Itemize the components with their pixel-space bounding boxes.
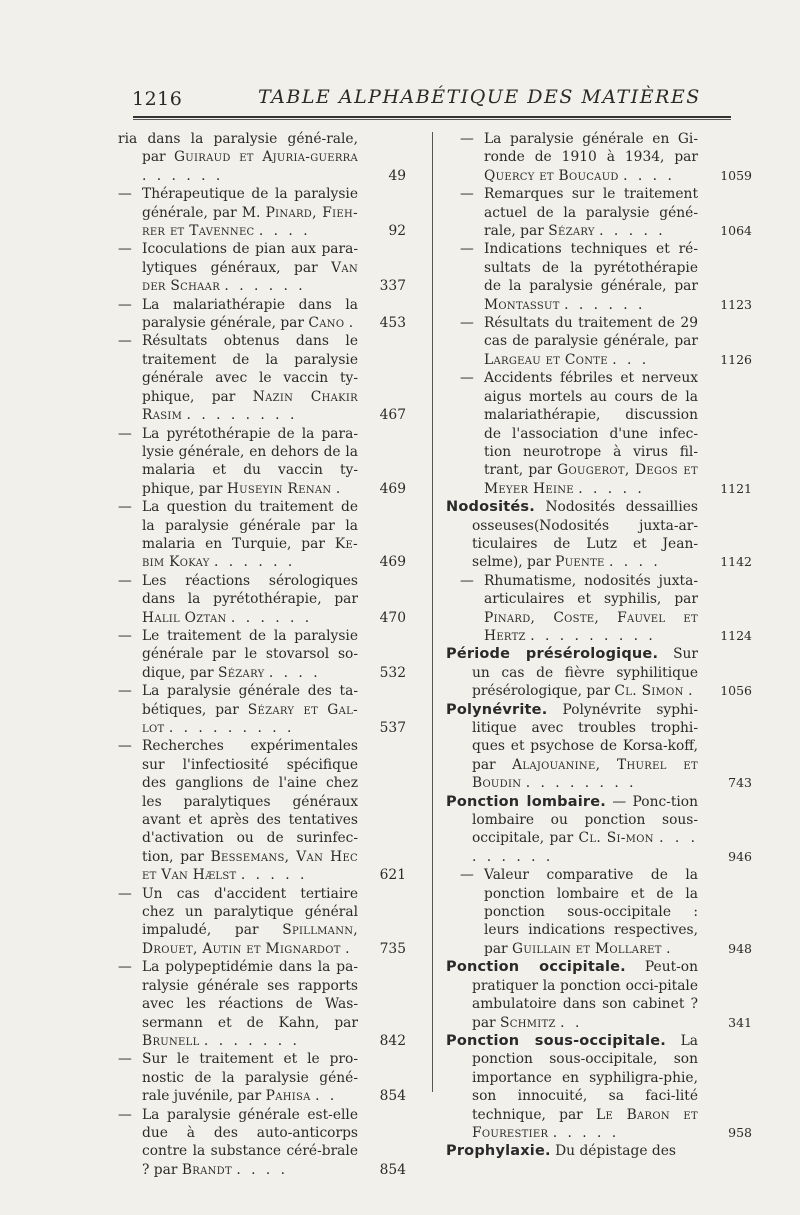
entry-dash: — (118, 1051, 132, 1068)
entry-text: Accidents fébriles et nerveux aigus mortels au cours de la malariathérapie, discussion de l'association d'une infec-tion neurotrope à virus fil-trant, par (484, 370, 698, 479)
entry-text: Polynévrite syphi-litique avec troubles trophi-ques et psychose de Korsa-koff, par (472, 701, 699, 773)
entry-authors: Halil Oztan (142, 609, 227, 626)
entry-page-ref: 467 (379, 407, 406, 424)
leader-dots: . . (315, 1088, 338, 1105)
entry-page-ref: 842 (379, 1032, 406, 1049)
entry-heading: Ponction occipitale. (446, 959, 626, 976)
entry-text: La paralysie générale en Gi-ronde de 1910 à 1934, par (484, 131, 698, 166)
leader-dots: . . . . . . (224, 278, 306, 295)
entry-authors: Van der Schaar (142, 259, 358, 295)
index-entry (446, 498, 752, 572)
entry-text: Remarques sur le traitement actuel de la paralysie géné-rale, par (484, 186, 698, 240)
entry-dash: — (460, 572, 474, 589)
leader-dots: . . . . . . . . . (530, 627, 656, 644)
entry-authors: Cl. Si-mon (578, 830, 654, 847)
entry-page-ref: 1123 (720, 296, 752, 312)
entry-page-ref: 1121 (720, 480, 752, 496)
entry-text: Un cas d'accident tertiaire chez un paralytique général impaludé, par (142, 885, 358, 939)
index-entry (446, 701, 752, 793)
leader-dots: . (335, 480, 344, 497)
page-number: 1216 (132, 88, 183, 110)
entry-dash: — (460, 370, 474, 387)
entry-dash: — (460, 867, 474, 884)
index-entry (118, 332, 406, 424)
leader-dots: . . . . (623, 167, 675, 184)
entry-dash: — (118, 296, 132, 313)
entry-authors: Guiraud et Ajuria-guerra (173, 149, 359, 166)
entry-authors: Ke-bim Kokay (142, 535, 359, 571)
entry-page-ref: 469 (379, 480, 406, 497)
entry-heading: Période présérologique. (446, 646, 659, 663)
entry-dash: — (460, 186, 474, 203)
entry-page-ref: 341 (728, 1014, 752, 1030)
entry-page-ref: 453 (379, 315, 406, 332)
entry-page-ref: 946 (728, 848, 752, 864)
index-entry (118, 240, 406, 295)
index-entry (118, 885, 406, 959)
index-entry (446, 1032, 752, 1142)
running-title: TABLE ALPHABÉTIQUE DES MATIÈRES (258, 86, 701, 108)
index-entry (118, 130, 406, 185)
entry-text: Rhumatisme, nodosités juxta-articulaires et syphilis, par (484, 572, 698, 608)
index-entry (446, 866, 752, 958)
index-entry (446, 793, 752, 867)
index-entry (118, 627, 406, 682)
index-entry (446, 130, 752, 185)
entry-text: Nodosités dessaillies osseuses(Nodosités juxta-ar-ticulaires de Lutz et Jean-selme), par (472, 499, 698, 571)
leader-dots: . . . (612, 351, 650, 368)
entry-page-ref: 469 (379, 554, 406, 571)
entry-dash: — (118, 627, 132, 644)
entry-text: La pyrétothérapie de la para-lysie générale, en dehors de la malaria et du vaccin ty-phique, par (142, 425, 358, 497)
entry-text: Thérapeutique de la paralysie générale, par M. (142, 186, 358, 221)
entry-authors: Quercy et Boucaud (484, 167, 619, 184)
entry-dash: — (118, 425, 132, 442)
entry-authors: Sézary (217, 664, 265, 681)
entry-page-ref: 735 (379, 940, 406, 957)
index-entry (118, 682, 406, 737)
entry-page-ref: 1126 (720, 351, 752, 367)
entry-page-ref: 1142 (720, 554, 752, 570)
entry-authors: Pahisa (265, 1088, 311, 1105)
entry-authors: Bessemans, Van Hec et Van Hælst (142, 848, 359, 884)
left-column (118, 130, 406, 1179)
leader-dots: . (666, 940, 674, 957)
entry-authors: Montassut (484, 296, 560, 313)
entry-authors: Schmitz (500, 1014, 556, 1031)
page-header (130, 82, 730, 116)
entry-page-ref: 537 (379, 720, 406, 736)
entry-page-ref: 470 (379, 609, 406, 626)
entry-page-ref: 948 (728, 940, 752, 956)
leader-dots: . . . . . (578, 480, 645, 497)
entry-dash: — (460, 131, 474, 147)
entry-heading: Nodosités. (446, 499, 535, 516)
leader-dots: . . . . . (240, 867, 308, 884)
index-entry (118, 737, 406, 884)
index-entry (446, 645, 752, 700)
entry-authors: Brandt (181, 1161, 232, 1178)
entry-dash: — (460, 315, 474, 332)
entry-text: La paralysie générale est-elle due à des auto-anticorps contre la substance céré-brale ? par (142, 1106, 358, 1178)
index-entry (446, 314, 752, 369)
entry-text: La question du traitement de la paralysie générale par la malaria en Turquie, par (142, 499, 358, 552)
entry-authors: Huseyin Renan (226, 480, 332, 497)
entry-authors: Largeau et Conte (484, 351, 608, 368)
entry-text: Les réactions sérologiques dans la pyrétothérapie, par (142, 572, 358, 608)
entry-text: Recherches expérimentales sur l'infectiosité spécifique des ganglions de l'aine chez les paralytiques généraux avant et après des tentatives d'activation ou de surinfec-tion, par (142, 738, 358, 865)
index-entry (446, 369, 752, 498)
index-entry (118, 296, 406, 333)
entry-heading: Prophylaxie. (446, 1143, 551, 1160)
leader-dots: . . . . . . . . (525, 775, 637, 792)
entry-page-ref: 92 (388, 223, 406, 240)
entry-text: Valeur comparative de la ponction lombaire et de la ponction sous-occipitale : leurs indications respectives, par (484, 867, 698, 957)
index-entry (118, 425, 406, 499)
index-entry (446, 240, 752, 314)
entry-dash: — (118, 333, 132, 350)
leader-dots: . . . . . . . (203, 1032, 300, 1049)
entry-authors: Gougerot, Degos et Meyer Heine (484, 462, 698, 497)
entry-dash: — (118, 499, 132, 516)
entry-page-ref: 1124 (720, 627, 752, 643)
entry-page-ref: 958 (728, 1124, 752, 1140)
leader-dots: . (348, 315, 357, 332)
entry-text: ria dans la paralysie géné-rale, par (118, 131, 358, 166)
entry-dash: — (118, 186, 132, 203)
leader-dots: . . (560, 1014, 583, 1031)
leader-dots: . (345, 940, 353, 957)
index-entry (118, 1106, 406, 1180)
index-entry (118, 958, 406, 1050)
index-entry (118, 1050, 406, 1105)
entry-authors: Pinard, Coste, Fauvel et Hertz (484, 609, 698, 644)
entry-authors: Sézary (548, 223, 595, 240)
index-entry (118, 572, 406, 627)
index-entry (118, 498, 406, 572)
index-entry (446, 1142, 746, 1160)
entry-dash: — (118, 241, 132, 258)
entry-text: La paralysie générale des ta-bétiques, par (142, 683, 358, 718)
entry-text: La polypeptidémie dans la pa-ralysie générale ses rapports avec les réactions de Was-sermann et de Kahn, par (142, 959, 358, 1031)
leader-dots: . . . . . . (142, 167, 224, 184)
entry-authors: Le Baron et Fourestier (472, 1106, 698, 1141)
leader-dots: . . . . (268, 664, 321, 681)
entry-page-ref: 621 (379, 867, 406, 884)
entry-authors: Cano (308, 315, 345, 332)
entry-page-ref: 1056 (720, 683, 752, 699)
entry-text: Du dépistage des (555, 1143, 676, 1160)
entry-page-ref: 854 (379, 1161, 406, 1178)
entry-dash: — (118, 572, 132, 589)
entry-text: Sur le traitement et le pro-nostic de la paralysie géné-rale juvénile, par (142, 1051, 358, 1105)
leader-dots: . . . . . (552, 1124, 620, 1141)
leader-dots: . . . . (258, 223, 311, 240)
header-rule (133, 116, 731, 120)
entry-authors: Brunell (142, 1032, 200, 1049)
entry-text: Indications techniques et ré-sultats de la pyrétothérapie de la paralysie générale, par (484, 241, 698, 295)
entry-page-ref: 49 (388, 167, 406, 184)
entry-text: Le traitement de la paralysie générale par le stovarsol so-dique, par (142, 627, 358, 681)
leader-dots: . . . . (236, 1161, 289, 1178)
entry-text: — Ponc-tion lombaire ou ponction sous-occipitale, par (472, 793, 698, 847)
entry-dash: — (118, 683, 132, 700)
entry-text: Résultats du traitement de 29 cas de paralysie générale, par (484, 315, 698, 350)
entry-authors: Sézary et Gal-lot (142, 701, 359, 736)
leader-dots: . . . . . . (214, 554, 296, 571)
entry-dash: — (460, 241, 474, 258)
entry-authors: Pinard, Fieh-rer et Tavennec (142, 204, 358, 240)
leader-dots: . . . . . (599, 223, 666, 240)
entry-authors: Nazin Chakir Rasim (142, 388, 359, 424)
entry-heading: Ponction sous-occipitale. (446, 1032, 667, 1049)
entry-heading: Polynévrite. (446, 701, 548, 718)
entry-page-ref: 337 (379, 278, 406, 295)
leader-dots: . (688, 683, 696, 700)
entry-page-ref: 1059 (720, 167, 752, 183)
entry-text: Sur un cas de fièvre syphilitique présérologique, par (472, 646, 698, 700)
right-column (446, 130, 752, 1161)
entry-authors: Puente (555, 554, 605, 571)
index-entry (446, 572, 752, 646)
entry-heading: Ponction lombaire. (446, 793, 606, 810)
entry-authors: Guillain et Mollaret (512, 940, 662, 957)
index-entry (446, 185, 752, 240)
entry-page-ref: 854 (379, 1088, 406, 1105)
entry-dash: — (118, 738, 132, 755)
entry-page-ref: 743 (728, 775, 752, 791)
leader-dots: . . . . . . (230, 609, 313, 626)
leader-dots: . . . . . . (564, 296, 646, 313)
leader-dots: . . . . . . . . . (472, 830, 699, 865)
entry-text: Peut-on pratiquer la ponction occi-pitale ambulatoire dans son cabinet ? par (472, 959, 698, 1031)
entry-dash: — (118, 1106, 132, 1123)
entry-text: La ponction sous-occipitale, son importance en syphiligra-phie, son innocuité, sa faci-lité technique, par (472, 1032, 698, 1123)
leader-dots: . . . . . . . . . (168, 720, 295, 736)
entry-authors: Alajouanine, Thurel et Boudin (472, 756, 698, 792)
entry-authors: Spillmann, Drouet, Autin et Mignardot (142, 922, 358, 957)
entry-text: Résultats obtenus dans le traitement de la paralysie générale avec le vaccin ty-phique, par (142, 333, 358, 405)
entry-authors: Cl. Simon (614, 683, 684, 700)
entry-dash: — (118, 959, 132, 976)
entry-dash: — (118, 885, 132, 902)
leader-dots: . . . . . . . . (186, 407, 298, 424)
index-entry (118, 185, 406, 240)
column-divider (432, 132, 433, 1092)
leader-dots: . . . . (609, 554, 661, 571)
entry-page-ref: 532 (379, 664, 406, 681)
entry-page-ref: 1064 (720, 223, 752, 239)
index-entry (446, 958, 752, 1032)
entry-text: Icoculations de pian aux para-lytiques généraux, par (142, 241, 358, 276)
entry-text: La malariathérapie dans la paralysie générale, par (142, 296, 358, 332)
